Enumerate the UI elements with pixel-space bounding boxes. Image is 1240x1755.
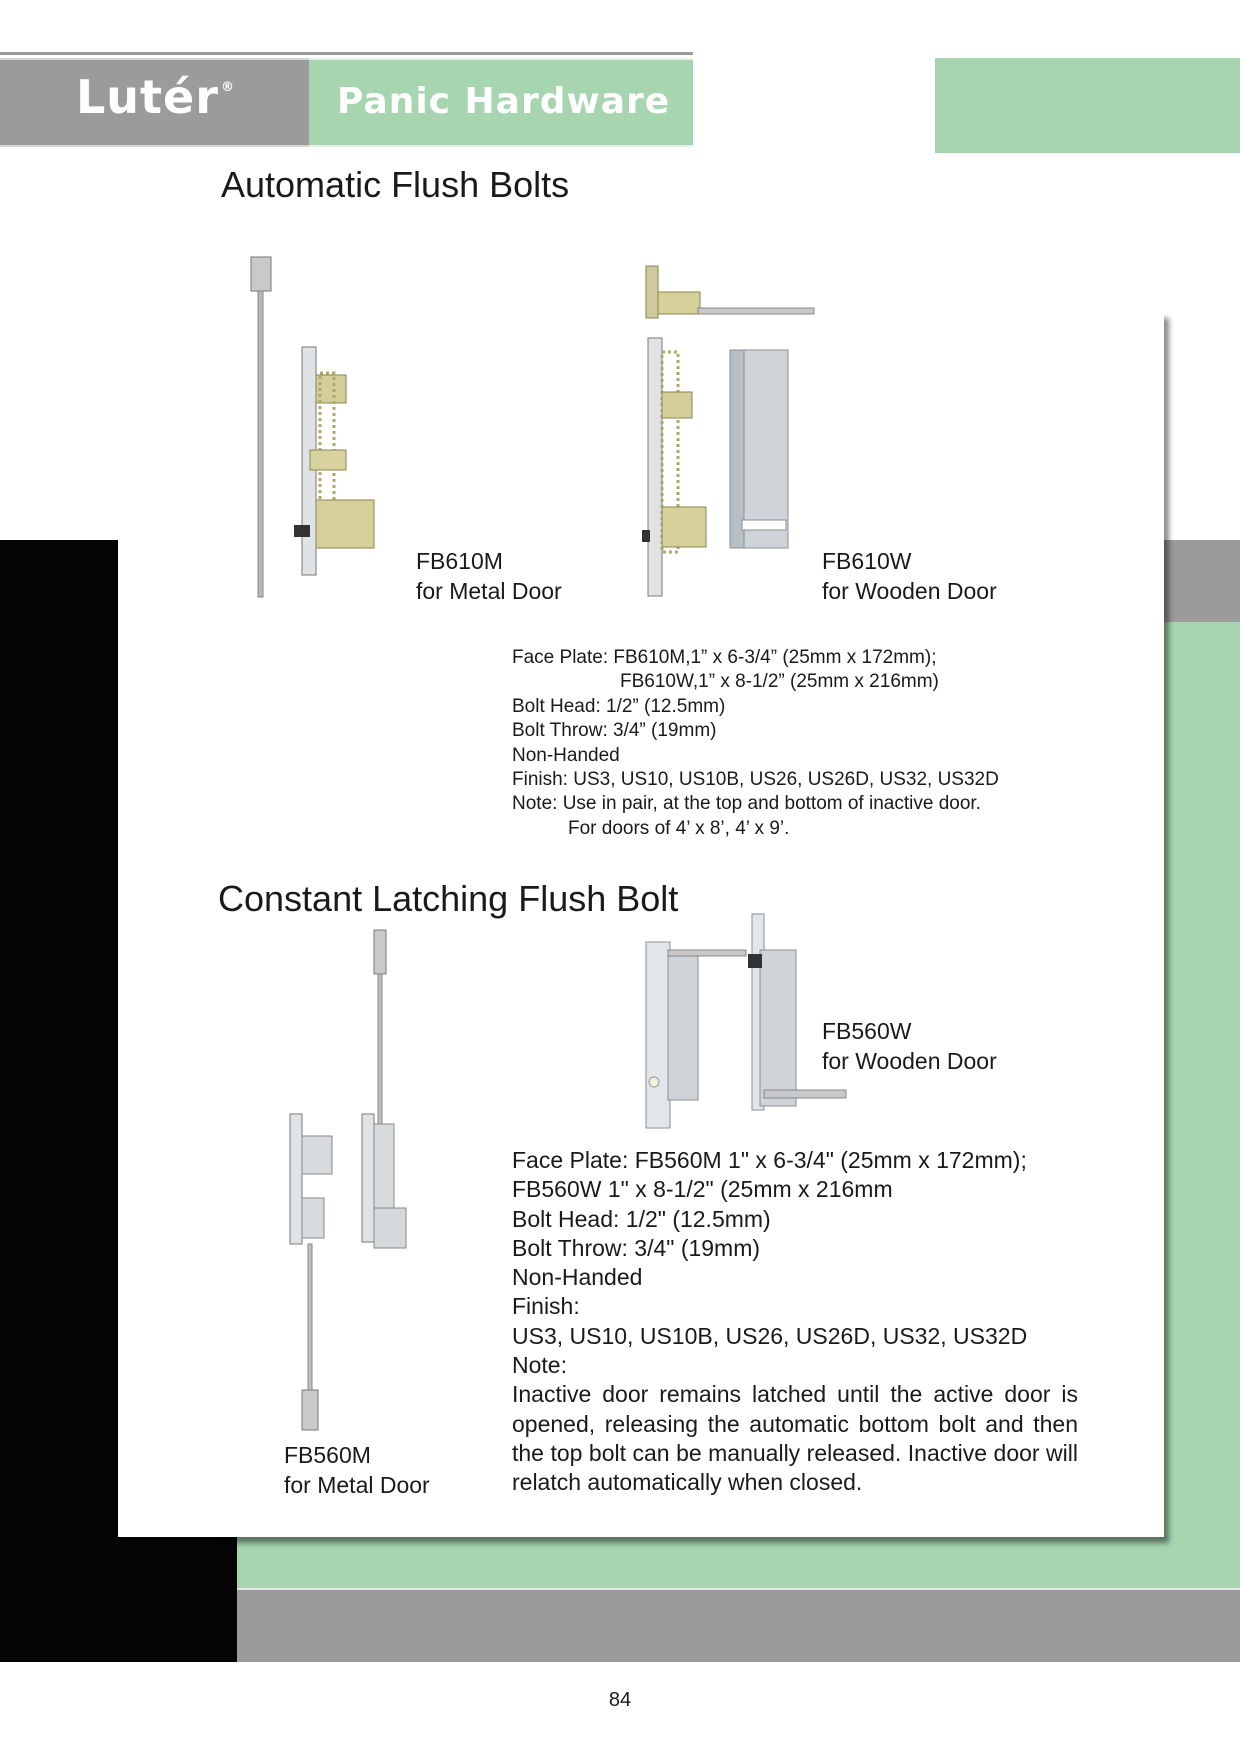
spec-line: Non-Handed bbox=[512, 1264, 643, 1291]
spec-line: Face Plate: FB560M 1" x 6-3/4" (25mm x 172mm); bbox=[512, 1147, 1027, 1173]
spec-line: Note: bbox=[512, 1352, 567, 1379]
header-accent-block bbox=[935, 58, 1240, 153]
spec-list-section1 bbox=[512, 646, 999, 841]
model-description: for Wooden Door bbox=[822, 1048, 997, 1074]
page-number: 84 bbox=[608, 1689, 632, 1711]
background-gray-strip bbox=[1160, 540, 1240, 622]
model-number: FB610M bbox=[416, 548, 503, 574]
spec-line: Finish: bbox=[512, 1293, 580, 1320]
header-rule bbox=[0, 52, 693, 55]
spec-line: Bolt Head: 1/2” (12.5mm) bbox=[512, 695, 726, 717]
fb610m-product-image bbox=[246, 255, 381, 613]
spec-line: Finish: US3, US10, US10B, US26, US26D, US32, US32D bbox=[512, 769, 999, 791]
model-description: for Metal Door bbox=[284, 1472, 430, 1498]
background-green-strip bbox=[1160, 622, 1240, 1662]
model-description: for Wooden Door bbox=[822, 578, 997, 604]
spec-line: Bolt Throw: 3/4" (19mm) bbox=[512, 1234, 761, 1261]
spec-line: Note: Use in pair, at the top and bottom of inactive door. bbox=[512, 793, 981, 815]
fb560m-product-image bbox=[278, 928, 418, 1434]
spec-line: Bolt Head: 1/2" (12.5mm) bbox=[512, 1205, 771, 1232]
spec-line: US3, US10, US10B, US26, US26D, US32, US32D bbox=[512, 1322, 1028, 1349]
product-label-fb610m bbox=[416, 546, 562, 606]
brand-logo: Lutér ® bbox=[76, 70, 235, 124]
model-number: FB610W bbox=[822, 548, 912, 574]
spec-line: For doors of 4’ x 8’, 4’ x 9’. bbox=[568, 817, 790, 839]
section-name: Panic Hardware bbox=[337, 81, 671, 122]
product-label-fb560w bbox=[822, 1016, 997, 1076]
fb610w-product-image bbox=[642, 262, 817, 604]
section-title-constant-latching: Constant Latching Flush Bolt bbox=[218, 878, 679, 919]
spec-line: Face Plate: FB610M,1” x 6-3/4” (25mm x 172mm); bbox=[512, 647, 937, 668]
model-number: FB560M bbox=[284, 1442, 371, 1468]
spec-line: Non-Handed bbox=[512, 744, 620, 766]
model-number: FB560W bbox=[822, 1018, 912, 1044]
model-description: for Metal Door bbox=[416, 578, 562, 604]
background-gray-band bbox=[237, 1590, 1240, 1662]
spec-line: FB610W,1” x 8-1/2” (25mm x 216mm) bbox=[620, 671, 939, 693]
product-label-fb560m bbox=[284, 1440, 430, 1500]
spec-line: Bolt Throw: 3/4” (19mm) bbox=[512, 720, 717, 742]
spec-note: Inactive door remains latched until the active door is opened, releasing the automatic bottom bolt and then the top bolt can be manually released. Inactive door will relatch automatically when closed. bbox=[512, 1381, 1078, 1496]
product-label-fb610w bbox=[822, 546, 997, 606]
background-green-band bbox=[237, 1535, 1240, 1590]
section-title-automatic-flush-bolts: Automatic Flush Bolts bbox=[221, 164, 570, 205]
spec-line: FB560W 1" x 8-1/2" (25mm x 216mm bbox=[512, 1176, 893, 1203]
spec-list-section2 bbox=[512, 1146, 1078, 1498]
